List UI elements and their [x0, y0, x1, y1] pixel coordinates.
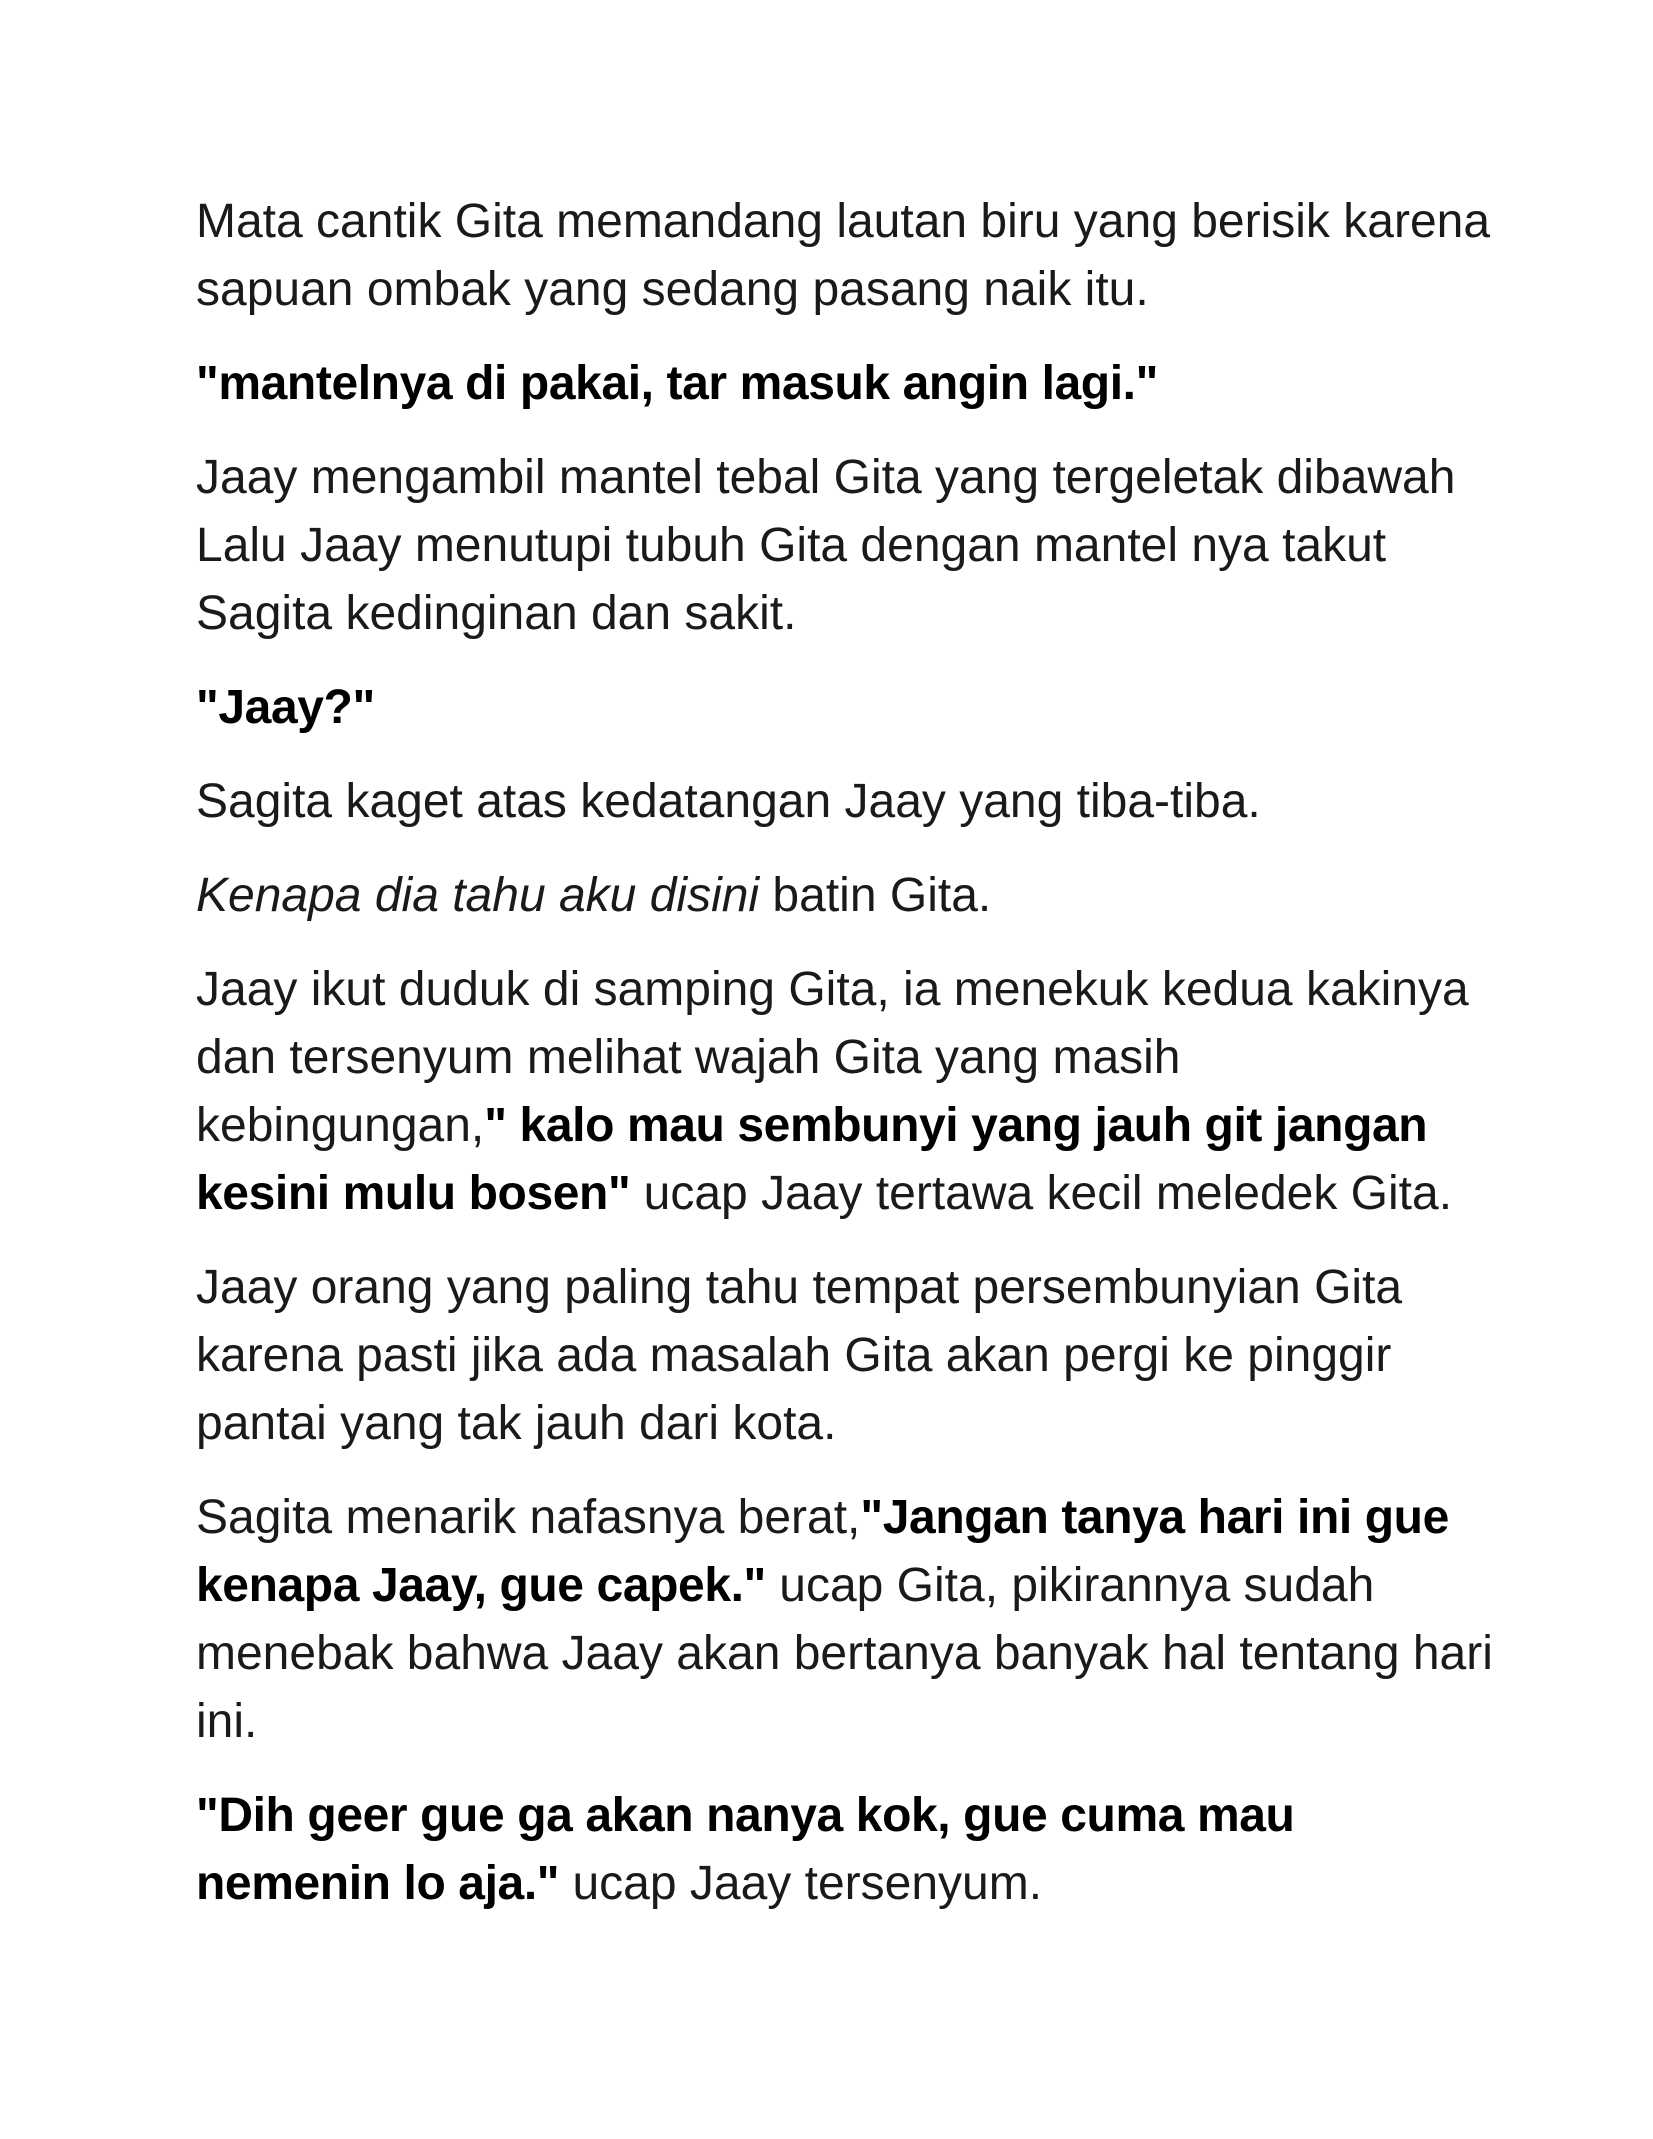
document-page	[196, 188, 1496, 1944]
narration-text: ucap Jaay tertawa kecil meledek Gita.	[630, 1167, 1453, 1220]
paragraph-dialogue-2	[196, 674, 1496, 742]
narration-text: Mata cantik Gita memandang lautan biru yang berisik karena sapuan ombak yang sedang pasang naik itu.	[196, 195, 1491, 316]
paragraph-narration-1	[196, 188, 1496, 324]
paragraph-inner-thought	[196, 862, 1496, 930]
paragraph-narration-3	[196, 768, 1496, 836]
dialogue-text: "Dih geer gue ga akan nanya kok, gue cuma mau nemenin lo aja."	[196, 1789, 1295, 1910]
narration-text: batin Gita.	[759, 869, 992, 922]
narration-text: ucap Jaay tersenyum.	[559, 1857, 1043, 1910]
narration-text: Jaay mengambil mantel tebal Gita yang tergeletak dibawah Lalu Jaay menutupi tubuh Gita dengan mantel nya takut Sagita kedinginan dan sakit.	[196, 451, 1456, 640]
paragraph-mixed-2	[196, 1484, 1496, 1756]
dialogue-text: " kalo mau sembunyi yang jauh git jangan kesini mulu bosen"	[196, 1099, 1428, 1220]
narration-text: Sagita kaget atas kedatangan Jaay yang tiba-tiba.	[196, 775, 1261, 828]
paragraph-dialogue-1	[196, 350, 1496, 418]
dialogue-text: "Jaay?"	[196, 681, 375, 734]
dialogue-text: "Jangan tanya hari ini gue kenapa Jaay, gue capek."	[196, 1491, 1449, 1612]
paragraph-mixed-3	[196, 1782, 1496, 1918]
dialogue-text: "mantelnya di pakai, tar masuk angin lagi."	[196, 357, 1158, 410]
narration-text: Sagita menarik nafasnya berat,	[196, 1491, 861, 1544]
paragraph-narration-2	[196, 444, 1496, 648]
inner-thought-text: Kenapa dia tahu aku disini	[196, 869, 760, 922]
paragraph-mixed-1	[196, 956, 1496, 1228]
narration-text: Jaay ikut duduk di samping Gita, ia menekuk kedua kakinya dan tersenyum melihat wajah Gita yang masih kebingungan,	[196, 963, 1469, 1152]
narration-text: Jaay orang yang paling tahu tempat persembunyian Gita karena pasti jika ada masalah Gita akan pergi ke pinggir pantai yang tak jauh dari kota.	[196, 1261, 1403, 1450]
paragraph-narration-4	[196, 1254, 1496, 1458]
narration-text: ucap Gita, pikirannya sudah menebak bahwa Jaay akan bertanya banyak hal tentang hari ini.	[196, 1559, 1493, 1748]
